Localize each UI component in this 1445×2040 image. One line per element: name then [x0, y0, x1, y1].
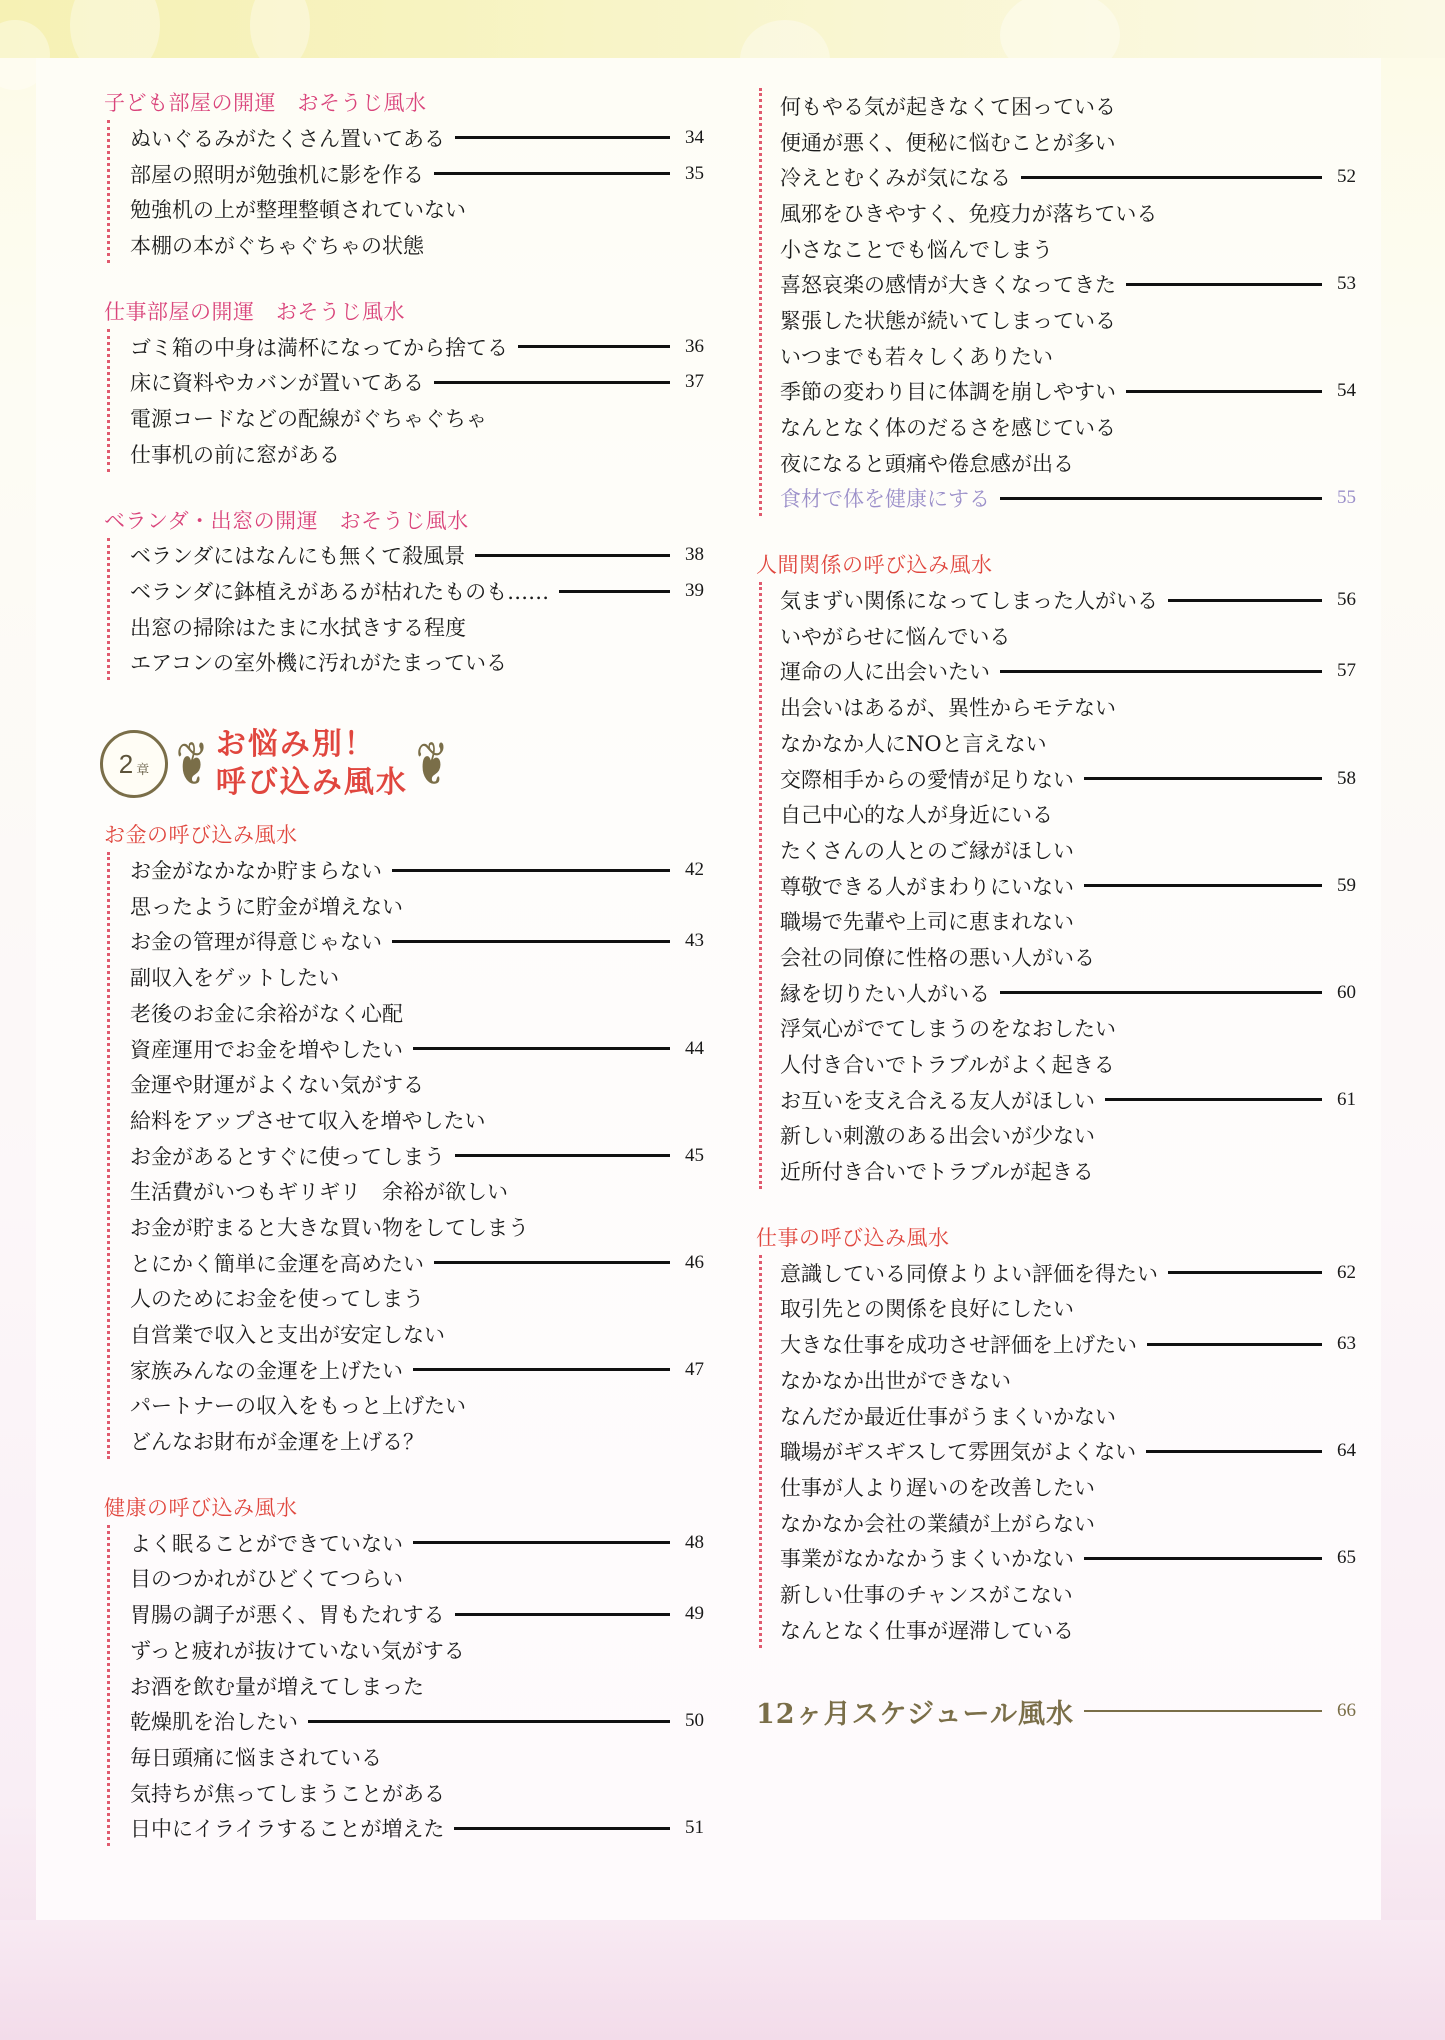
page-number: 59 [1337, 874, 1356, 896]
leader-line [1021, 176, 1322, 179]
entry-label: たくさんの人とのご縁がほしい [780, 838, 1074, 863]
toc-entry[interactable] [780, 796, 1356, 832]
leader-line [1000, 497, 1322, 500]
entry-label: 風邪をひきやすく、免疫力が落ちている [780, 201, 1158, 226]
entry-label: 部屋の照明が勉強机に影を作る [130, 162, 424, 187]
chapter-heading [100, 714, 704, 814]
entry-label: 電源コードなどの配線がぐちゃぐちゃ [130, 406, 487, 431]
entry-label: 仕事机の前に窓がある [130, 442, 340, 467]
toc-entry[interactable] [780, 975, 1356, 1011]
toc-items [107, 538, 704, 681]
page-number: 61 [1337, 1088, 1356, 1110]
entry-label: 乾燥肌を治したい [130, 1710, 298, 1735]
page-number: 50 [685, 1710, 704, 1732]
page-number: 64 [1337, 1440, 1356, 1462]
leader-line [434, 381, 670, 384]
leader-line [454, 1827, 670, 1830]
toc-entry[interactable] [130, 888, 704, 924]
entry-label: 緊張した状態が続いてしまっている [780, 308, 1116, 333]
entry-label: 季節の変わり目に体調を崩しやすい [780, 380, 1116, 405]
section-cleaning-1 [104, 297, 704, 472]
toc-entry[interactable] [130, 645, 704, 681]
leader-line [1084, 777, 1322, 780]
entry-label: 気持ちが焦ってしまうことがある [130, 1781, 445, 1806]
leader-line [559, 590, 670, 593]
entry-label: なんだか最近仕事がうまくいかない [780, 1404, 1116, 1429]
entry-label: 思ったように貯金が増えない [130, 894, 403, 919]
entry-label: 食材で体を健康にする [780, 487, 990, 512]
leader-line [1000, 991, 1322, 994]
toc-entry[interactable] [780, 374, 1356, 410]
entry-label: お互いを支え合える友人がほしい [780, 1088, 1095, 1113]
entry-label: 大きな仕事を成功させ評価を上げたい [780, 1333, 1137, 1358]
entry-label: 給料をアップさせて収入を増やしたい [130, 1108, 486, 1133]
entry-label: 新しい仕事のチャンスがこない [780, 1582, 1073, 1607]
page-number: 42 [685, 859, 704, 881]
decorative-bottom-wash [0, 1920, 1445, 2040]
toc-entry[interactable] [780, 1612, 1356, 1648]
page-number: 39 [685, 580, 704, 602]
entry-label: 金運や財運がよくない気がする [130, 1073, 424, 1098]
toc-entry[interactable] [130, 1316, 704, 1352]
leader-line [308, 1720, 670, 1723]
section-title: ベランダ・出窓の開運 おそうじ風水 [104, 508, 469, 533]
toc-entry[interactable] [780, 689, 1356, 725]
toc-entry[interactable] [130, 1388, 704, 1424]
entry-label: 目のつかれがひどくてつらい [130, 1567, 403, 1592]
toc-items [759, 1255, 1356, 1648]
toc-entry[interactable] [780, 1291, 1356, 1327]
page-number: 63 [1337, 1333, 1356, 1355]
toc-entry[interactable] [130, 1561, 704, 1597]
chapter-badge [100, 730, 168, 798]
leader-line [455, 1154, 670, 1157]
toc-entry[interactable] [780, 481, 1356, 517]
leader-line [1084, 1710, 1322, 1712]
toc-entry[interactable] [780, 1398, 1356, 1434]
entry-label: 縁を切りたい人がいる [780, 981, 990, 1006]
toc-entry[interactable] [130, 1703, 704, 1739]
entry-label: 胃腸の調子が悪く、胃もたれする [130, 1603, 445, 1628]
page-number: 44 [685, 1037, 704, 1059]
entry-label: 意識している同僚よりよい評価を得たい [780, 1261, 1158, 1286]
leader-line [455, 136, 670, 139]
page-number: 62 [1337, 1261, 1356, 1283]
entry-label: 出窓の掃除はたまに水拭きする程度 [130, 615, 466, 640]
page-number: 49 [685, 1603, 704, 1625]
toc-entry[interactable] [130, 995, 704, 1031]
toc-entry[interactable] [130, 1066, 704, 1102]
toc-entry[interactable] [780, 832, 1356, 868]
leader-line [413, 1368, 670, 1371]
entry-label: 職場で先輩や上司に恵まれない [780, 910, 1074, 935]
entry-label: 便通が悪く、便秘に悩むことが多い [780, 130, 1116, 155]
toc-entry[interactable] [780, 618, 1356, 654]
entry-label: 取引先との関係を良好にしたい [780, 1297, 1074, 1322]
entry-label: 床に資料やカバンが置いてある [130, 371, 424, 396]
toc-entry[interactable] [780, 1540, 1356, 1576]
page-number: 48 [685, 1531, 704, 1553]
toc-entry[interactable] [780, 725, 1356, 761]
toc-entry[interactable] [780, 1433, 1356, 1469]
toc-entry[interactable] [130, 191, 704, 227]
entry-label: 夜になると頭痛や倦怠感が出る [780, 451, 1074, 476]
page-number: 47 [685, 1358, 704, 1380]
entry-label: 日中にイライラすることが増えた [130, 1817, 445, 1842]
leader-line [392, 940, 670, 943]
page-number: 60 [1337, 981, 1356, 1003]
entry-label: 尊敬できる人がまわりにいない [780, 874, 1074, 899]
page-number: 43 [685, 930, 704, 952]
toc-items [759, 88, 1356, 516]
toc-right-column [756, 88, 1356, 1731]
toc-entry[interactable] [780, 195, 1356, 231]
chapter-title-line1: お悩み別！ [215, 727, 376, 763]
entry-label: 近所付き合いでトラブルが起きる [780, 1160, 1094, 1185]
page-number: 38 [685, 544, 704, 566]
page-number: 57 [1337, 660, 1356, 682]
toc-entry[interactable] [130, 1596, 704, 1632]
entry-label: いやがらせに悩んでいる [780, 624, 1011, 649]
toc-entry[interactable] [780, 1046, 1356, 1082]
entry-label: パートナーの収入をもっと上げたい [130, 1394, 466, 1419]
toc-entry[interactable] [130, 852, 704, 888]
entry-label: 仕事が人より遅いのを改善したい [780, 1475, 1095, 1500]
entry-label: ベランダにはなんにも無くて殺風景 [130, 544, 466, 569]
page-number: 46 [685, 1251, 704, 1273]
toc-entry[interactable] [780, 903, 1356, 939]
toc-entry[interactable] [130, 573, 704, 609]
toc-entry[interactable] [780, 1118, 1356, 1154]
toc-entry[interactable] [130, 1632, 704, 1668]
page-number: 55 [1337, 487, 1356, 509]
toc-entry[interactable] [130, 436, 704, 472]
page-number: 58 [1337, 767, 1356, 789]
entry-label: ベランダに鉢植えがあるが枯れたものも…… [130, 580, 550, 605]
toc-items [107, 1525, 704, 1846]
leader-line [413, 1541, 670, 1544]
toc-entry[interactable] [780, 159, 1356, 195]
page-number: 66 [1337, 1700, 1356, 1721]
toc-entry[interactable] [780, 1326, 1356, 1362]
decorative-top-band [0, 0, 1445, 58]
leader-line [1126, 283, 1322, 286]
toc-entry[interactable] [780, 582, 1356, 618]
entry-label: 本棚の本がぐちゃぐちゃの状態 [130, 233, 424, 258]
section-cleaning-2 [104, 506, 704, 681]
entry-label: エアコンの室外機に汚れがたまっている [130, 651, 507, 676]
entry-label: 資産運用でお金を増やしたい [130, 1037, 403, 1062]
page-number: 45 [685, 1144, 704, 1166]
section-work [756, 1223, 1356, 1648]
toc-items [759, 582, 1356, 1189]
entry-label: 老後のお金に余裕がなく心配 [130, 1001, 403, 1026]
entry-label: 会社の同僚に性格の悪い人がいる [780, 945, 1095, 970]
toc-entry[interactable] [780, 231, 1356, 267]
entry-label: 人のためにお金を使ってしまう [130, 1287, 424, 1312]
page-number: 51 [685, 1817, 704, 1839]
leader-line [455, 1613, 670, 1616]
entry-label: 運命の人に出会いたい [780, 660, 990, 685]
entry-label: 小さなことでも悩んでしまう [780, 237, 1053, 262]
toc-entry[interactable] [130, 1668, 704, 1704]
toc-entry[interactable] [780, 1082, 1356, 1118]
entry-label: 出会いはあるが、異性からモテない [780, 696, 1116, 721]
toc-entry[interactable] [130, 1810, 704, 1846]
entry-label: 新しい刺激のある出会いが少ない [780, 1124, 1095, 1149]
toc-entry[interactable] [130, 1245, 704, 1281]
leader-line [434, 1261, 670, 1264]
toc-entry[interactable] [780, 1255, 1356, 1291]
entry-label: 自営業で収入と支出が安定しない [130, 1323, 445, 1348]
leader-line [392, 869, 670, 872]
section-title: 子ども部屋の開運 おそうじ風水 [104, 91, 427, 115]
scroll-ornament-icon: ❦ [176, 729, 208, 800]
entry-label: 事業がなかなかうまくいかない [780, 1547, 1074, 1572]
entry-label: お金が貯まると大きな買い物をしてしまう [130, 1215, 529, 1240]
page-number: 37 [685, 371, 704, 393]
entry-label: 職場がギスギスして雰囲気がよくない [780, 1440, 1137, 1465]
entry-label: 毎日頭痛に悩まされている [130, 1745, 382, 1770]
entry-label: ぬいぐるみがたくさん置いてある [130, 126, 445, 151]
page-number: 52 [1337, 166, 1356, 188]
chapter-suffix: 章 [136, 762, 150, 778]
leader-line [1147, 1343, 1322, 1346]
entry-label: 勉強机の上が整理整頓されていない [130, 198, 466, 223]
entry-label: 生活費がいつもギリギリ 余裕が欲しい [130, 1180, 508, 1205]
scroll-ornament-icon: ❦ [415, 729, 448, 800]
leader-line [413, 1047, 670, 1050]
toc-entry[interactable] [130, 1138, 704, 1174]
leader-line [1168, 1271, 1322, 1274]
leader-line [475, 554, 670, 557]
toc-entry[interactable] [780, 1011, 1356, 1047]
entry-label: とにかく簡単に金運を高めたい [130, 1251, 424, 1276]
toc-entry[interactable] [130, 609, 704, 645]
toc-entry[interactable] [130, 959, 704, 995]
section-cleaning-0 [104, 88, 704, 263]
entry-label: 何もやる気が起きなくて困っている [780, 94, 1116, 119]
toc-entry[interactable] [130, 1775, 704, 1811]
toc-entry[interactable] [780, 654, 1356, 690]
chapter-number: 2 [118, 748, 134, 779]
leader-line [1084, 1557, 1322, 1560]
page-number: 36 [685, 335, 704, 357]
leader-line [518, 345, 670, 348]
entry-label: 気まずい関係になってしまった人がいる [780, 589, 1158, 614]
toc-entry[interactable] [780, 302, 1356, 338]
page-number: 34 [685, 126, 704, 148]
entry-label: ゴミ箱の中身は満杯になってから捨てる [130, 335, 508, 360]
page-number: 54 [1337, 380, 1356, 402]
toc-entry[interactable] [130, 538, 704, 574]
entry-label: 交際相手からの愛情が足りない [780, 767, 1074, 792]
toc-entry[interactable] [130, 120, 704, 156]
section-title: お金の呼び込み風水 [104, 823, 298, 848]
toc-entry[interactable] [130, 1352, 704, 1388]
toc-entry[interactable] [130, 329, 704, 365]
toc-entry[interactable] [130, 1525, 704, 1561]
section-title: 人間関係の呼び込み風水 [756, 553, 993, 578]
page-number: 56 [1337, 589, 1356, 611]
toc-entry[interactable] [130, 156, 704, 192]
leader-line [434, 172, 670, 175]
section-title: 仕事の呼び込み風水 [756, 1225, 950, 1250]
section-title: 仕事部屋の開運 おそうじ風水 [104, 299, 405, 324]
toc-items [107, 329, 704, 472]
toc-entry[interactable] [780, 1469, 1356, 1505]
toc-entry[interactable] [780, 939, 1356, 975]
toc-entry[interactable] [780, 1153, 1356, 1189]
entry-label: お金がなかなか貯まらない [130, 859, 382, 884]
entry-label: 自己中心的な人が身近にいる [780, 803, 1053, 828]
toc-entry[interactable] [780, 409, 1356, 445]
page-number: 53 [1337, 273, 1356, 295]
entry-label: なかなか人にNOと言えない [780, 731, 1047, 756]
toc-entry[interactable] [780, 266, 1356, 302]
chapter-title [216, 726, 408, 802]
toc-entry[interactable] [130, 924, 704, 960]
toc-entry[interactable] [780, 1576, 1356, 1612]
page-number: 65 [1337, 1547, 1356, 1569]
section-health [104, 1493, 704, 1846]
entry-label: 副収入をゲットしたい [130, 966, 340, 991]
toc-entry[interactable] [130, 400, 704, 436]
entry-label: なかなか会社の業績が上がらない [780, 1511, 1095, 1536]
leader-line [1000, 670, 1322, 673]
toc-items [107, 852, 704, 1459]
toc-entry[interactable] [780, 124, 1356, 160]
entry-label: どんなお財布が金運を上げる？ [130, 1430, 424, 1455]
entry-label: なかなか出世ができない [780, 1368, 1011, 1393]
toc-entry[interactable] [780, 761, 1356, 797]
toc-entry[interactable] [130, 1281, 704, 1317]
entry-label: よく眠ることができていない [130, 1531, 403, 1556]
toc-entry[interactable] [130, 1102, 704, 1138]
leader-line [1146, 1450, 1322, 1453]
entry-label: ずっと疲れが抜けていない気がする [130, 1638, 465, 1663]
schedule-label: 12ヶ月スケジュール風水 [756, 1698, 1074, 1730]
entry-label: お金があるとすぐに使ってしまう [130, 1144, 445, 1169]
entry-label: なんとなく仕事が遅滞している [780, 1618, 1074, 1643]
toc-entry[interactable] [130, 1173, 704, 1209]
toc-entry[interactable] [130, 227, 704, 263]
entry-label: 人付き合いでトラブルがよく起きる [780, 1053, 1115, 1078]
entry-label: なんとなく体のだるさを感じている [780, 416, 1116, 441]
toc-entry[interactable] [780, 88, 1356, 124]
toc-entry[interactable] [130, 1423, 704, 1459]
toc-entry[interactable] [780, 338, 1356, 374]
toc-entry[interactable] [130, 1209, 704, 1245]
page-number: 35 [685, 162, 704, 184]
leader-line [1084, 884, 1322, 887]
toc-left-column [104, 88, 704, 1880]
leader-line [1168, 599, 1322, 602]
entry-label: 喜怒哀楽の感情が大きくなってきた [780, 273, 1116, 298]
entry-label: いつまでも若々しくありたい [780, 344, 1053, 369]
entry-label: お金の管理が得意じゃない [130, 930, 382, 955]
toc-entry[interactable] [780, 1505, 1356, 1541]
section-title: 健康の呼び込み風水 [104, 1495, 298, 1520]
entry-label: 家族みんなの金運を上げたい [130, 1358, 403, 1383]
leader-line [1126, 390, 1322, 393]
toc-entry[interactable] [780, 868, 1356, 904]
chapter-title-line2: 呼び込み風水 [215, 765, 408, 801]
section-relationships [756, 550, 1356, 1189]
entry-label: 冷えとむくみが気になる [780, 166, 1011, 191]
toc-entry[interactable] [780, 445, 1356, 481]
section-health-continued [756, 88, 1356, 516]
toc-entry-schedule[interactable] [756, 1692, 1356, 1731]
toc-entry[interactable] [130, 1031, 704, 1067]
entry-label: お酒を飲む量が増えてしまった [130, 1674, 424, 1699]
leader-line [1105, 1098, 1322, 1101]
toc-entry[interactable] [780, 1362, 1356, 1398]
toc-items [107, 120, 704, 263]
section-money [104, 820, 704, 1459]
entry-label: 浮気心がでてしまうのをなおしたい [780, 1017, 1116, 1042]
left-sections [104, 88, 704, 680]
toc-entry[interactable] [130, 364, 704, 400]
toc-entry[interactable] [130, 1739, 704, 1775]
